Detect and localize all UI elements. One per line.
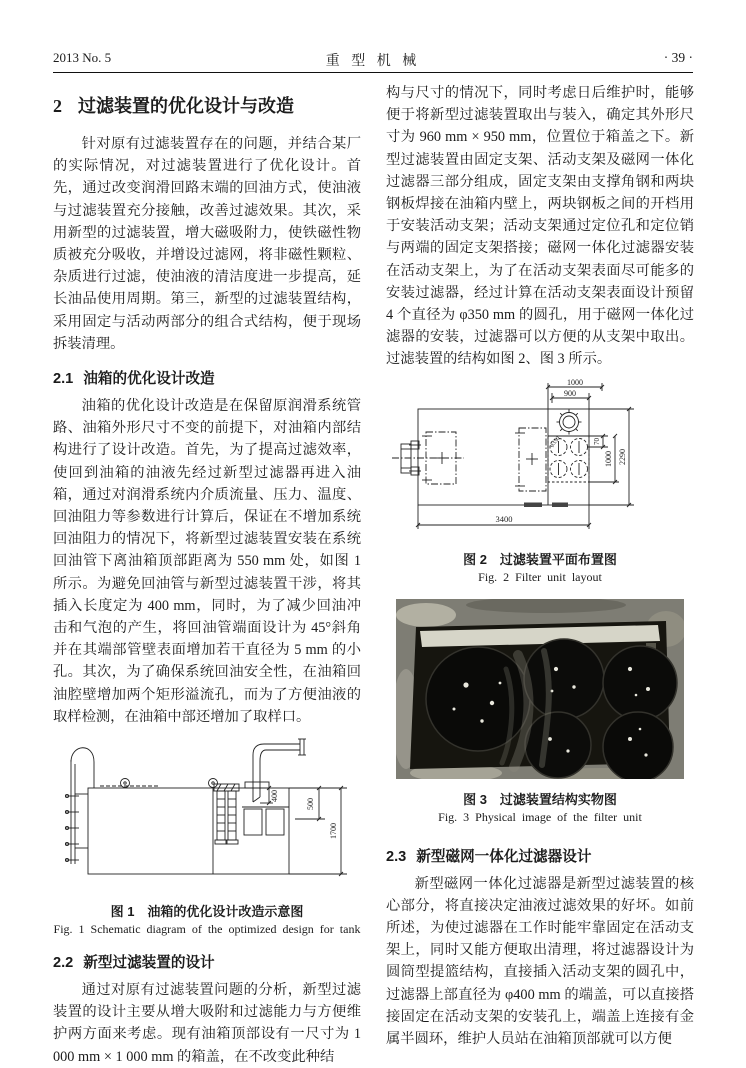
paragraph-2: 油箱的优化设计改造是在保留原润滑系统管路、油箱外形尺寸不变的前提下，对油箱内部结构进行了设计改造。首先，为了提高过滤效率，使回到油箱的油液先经过新型过滤器再进入油箱，通过对润滑系统内介质流量、压力、温度、回油阻力等参数进行计算后，保证在不增加系统回油阻力的情况下，将新型过滤装置安装在系统回油管下离油箱顶部距离为 550 mm 处，如图 1 所示。为避免回油管与新型过滤装置干涉，将其插入长度定为 400 mm，同时，为了减少回油冲击和气泡的产生，将回油管端面设计为 45°斜角并在其端部管壁表面增加若干直径为 5 mm 的小孔。其次，为了确保系统回油安全性，在油箱回油腔壁增加两个矩形溢流孔，而为了方便油液的取样检测，在油箱中部还增加了取样口。 (53, 398, 361, 725)
section-2-3-heading (386, 845, 694, 866)
fig2-dim-hole-offset (588, 434, 609, 449)
svg-text:70: 70 (593, 437, 601, 445)
figure-3 (386, 599, 694, 784)
figure-2 (386, 379, 694, 544)
paragraph-4: 构与尺寸的情况下，同时考虑日后维护时，能够便于将新型过滤装置取出与装入，确定其外形尺寸为 960 mm × 950 mm，位置位于箱盖之下。新型过滤装置由固定支架、活动支架及磁网一体化过滤器三部分组成，固定支架由支撑角钢和两块钢板焊接在油箱内壁上，两块钢板之间的开档用于安装活动支架；活动支架通过定位孔和定位销与两端的固定支架搭接；磁网一体化过滤器安装在活动支架上，为了在活动支架表面尽可能多的安装过滤器，经过计算在活动支架表面设计预留 4 个直径为 φ350 mm 的圆孔，用于磁网一体化过滤器的安装，过滤器可以方便的从支架中取出。过滤装置的结构如图 2、图 3 所示。 (386, 85, 694, 368)
figure-3-caption-en: Fig. 3 Physical image of the filter unit (438, 809, 642, 824)
header-rule (53, 72, 693, 73)
paragraph-3: 通过对原有过滤装置问题的分析，新型过滤装置的设计主要从增大吸附和过滤能力与方便维护两方面来考虑。现有油箱顶部设有一尺寸为 1 000 mm × 1 000 mm 的箱盖，在不改变此种结 (53, 982, 361, 1065)
fig1-baffle-plates (244, 809, 284, 835)
svg-text:2290: 2290 (618, 448, 627, 465)
section-2-title: 过滤装置的优化设计与改造 (78, 96, 294, 116)
section-2-heading (53, 92, 361, 118)
paragraph-1: 针对原有过滤装置存在的问题，并结合某厂的实际情况，对过滤装置进行了优化设计。首先，通过改变润滑回路末端的回油方式，使油液与过滤装置充分接触，改善过滤效果。其次，采用新型的过滤装置，增大磁吸附力，使铁磁性物质被充分吸收，并增设过滤网，将非磁性颗粒、杂质进行过滤，使油液的清洁度进一步提高，延长油品使用周期。第三，新型的过滤装置结构，采用固定与活动两部分的组合式结构，便于现场拆装清理。 (53, 136, 361, 352)
section-2-1-heading (53, 367, 361, 388)
figure-2-caption-cn: 图 2 过滤装置平面布置图 (463, 551, 617, 567)
figure-2-drawing (386, 379, 698, 539)
fig2-left-flange (392, 441, 464, 475)
section-2-3-number: 2.3 (386, 848, 407, 865)
section-2-1-title: 油箱的优化设计改造 (83, 371, 215, 388)
fig2-hole-diameter-label: φ350 (548, 435, 562, 449)
fig1-handrail (71, 748, 94, 788)
fig1-tank-outline (88, 786, 289, 874)
figure-3-photo (396, 599, 684, 779)
paragraph-5: 新型磁网一体化过滤器是新型过滤装置的核心部分，将直接决定油液过滤效果的好坏。如前所述，为使过滤器在工作时能牢靠固定在活动支架上，同时又能方便取出清理，将过滤器设计为圆筒型提篮结构，直接插入活动支架的圆孔中，过滤器上部直径为 φ400 mm 的端盖，可以直接搭接固定在活动支架的安装孔上，端盖上连接有金属半圆环，维护人员站在油箱顶部就可以方便 (386, 875, 694, 1048)
header-journal-title: 重 型 机 械 (325, 54, 421, 69)
header-issue: 2013 No. 5 (53, 50, 112, 65)
figure-1-caption-cn: 图 1 油箱的优化设计改造示意图 (110, 904, 304, 920)
section-2-3-title: 新型磁网一体化过滤器设计 (416, 848, 592, 865)
fig1-dim-top-offset (289, 786, 347, 821)
fig2-manhole (557, 409, 582, 434)
section-2-2-heading (53, 951, 361, 972)
fig2-bracket-plates (422, 428, 546, 491)
svg-text:3400: 3400 (495, 513, 513, 524)
fig1-ladder (65, 748, 94, 864)
figure-1 (53, 736, 361, 896)
fig1-dim-tank-height (289, 786, 347, 876)
section-2-number: 2 (53, 96, 62, 116)
svg-text:1700: 1700 (329, 823, 338, 840)
section-2-2-title: 新型过滤装置的设计 (83, 955, 215, 972)
svg-text:500: 500 (306, 798, 315, 811)
fig2-dim-opening-width (550, 389, 591, 409)
section-2-2-number: 2.2 (53, 955, 74, 972)
svg-text:900: 900 (564, 388, 576, 398)
fig2-filter-holes (548, 435, 589, 481)
svg-text:1000: 1000 (567, 378, 583, 387)
figure-1-drawing (57, 736, 357, 891)
section-2-1-number: 2.1 (53, 371, 74, 388)
fig1-filter-element (214, 784, 239, 844)
right-column (386, 82, 694, 1050)
header-page-number: · 39 · (663, 50, 693, 65)
figure-2-caption-en: Fig. 2 Filter unit layout (478, 569, 602, 584)
figure-3-caption-cn: 图 3 过滤装置结构实物图 (463, 791, 617, 807)
svg-text:1000: 1000 (604, 450, 613, 467)
fig1-dim-insert-depth (260, 786, 279, 805)
fig1-lifting-lugs (121, 779, 218, 788)
left-column (53, 86, 361, 1068)
figure-1-caption-en: Fig. 1 Schematic diagram of the optimized design for tank (53, 922, 361, 937)
svg-text:400: 400 (270, 790, 279, 803)
fig2-dim-tank-length (416, 505, 591, 529)
